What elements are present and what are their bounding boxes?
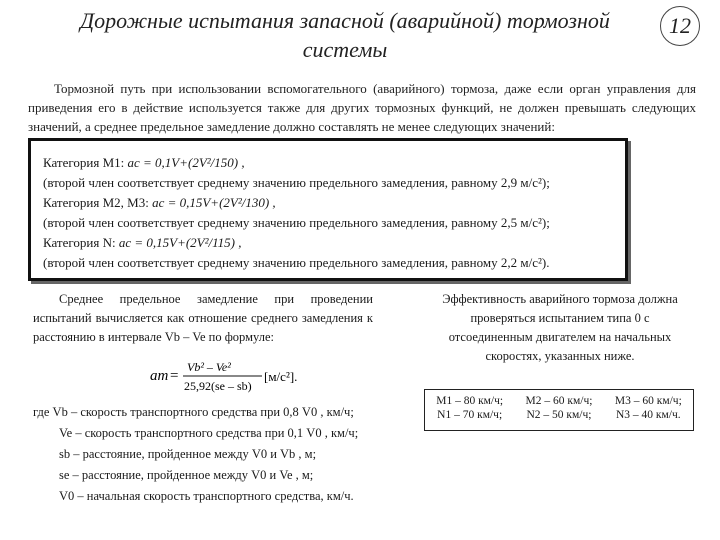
category-note: (второй член соответствует среднему значению предельного замедления, равному 2,9 м/с²); [43,175,550,190]
initial-speeds-box [424,389,694,431]
category-formulas-box [28,138,628,281]
deceleration-paragraph: Среднее предельное замедление при проведении испытаний вычисляется как отношение среднего замедления к расстоянию в интервале Vb – Ve по формуле: [33,292,373,344]
page-number-badge: 12 [660,6,700,46]
speed-cell: N3 – 40 км/ч. [616,409,681,421]
category-n-line [43,233,625,253]
page-title: Дорожные испытания запасной (аварийной) тормозной системы [80,8,610,62]
category-m2-m3-line [43,193,625,213]
variable-definitions [33,402,413,507]
formula-denominator: 25,92(se – sb) [184,379,252,393]
variable-sb: sb – расстояние, пройденное между V0 и Vb , м; [59,447,317,461]
deceleration-formula [150,354,300,398]
intro-text: Тормозной путь при использовании вспомогательного (аварийного) тормоза, даже если орган управления для приведения его в действие используется также для других тормозных функций, не должен превышать следующих значений, а среднее предельное замедление должно составлять не менее следующих значений: [28,81,696,134]
category-formula: aс = 0,15V+(2V²/130) , [152,195,276,210]
speed-cell: N2 – 50 км/ч; [526,409,592,421]
formula-unit: [м/с²]. [264,369,298,384]
category-formula: aс = 0,15V+(2V²/115) , [118,235,242,250]
category-label: Категория N: [43,235,116,250]
category-formula: aс = 0,1V+(2V²/150) , [127,155,245,170]
category-label: Категория M2, M3: [43,195,149,210]
category-m1-line [43,153,625,173]
category-label: Категория M1: [43,155,125,170]
variable-ve: Ve – скорость транспортного средства при 0,1 V0 , км/ч; [59,426,359,440]
table-row [425,408,693,422]
category-note: (второй член соответствует среднему значению предельного замедления, равному 2,5 м/с²); [43,215,550,230]
speed-cell: M3 – 60 км/ч; [614,395,682,407]
speed-cell: N1 – 70 км/ч; [437,409,503,421]
svg-text:=: = [170,368,179,384]
intro-paragraph [28,79,696,136]
variable-v0: V0 – начальная скорость транспортного средства, км/ч. [59,489,354,503]
efficiency-paragraph: Эффективность аварийного тормоза должна проверяться испытанием типа 0 с отсоединенным двигателем на начальных скоростях, указанных ниже. [442,292,678,363]
speed-cell: M2 – 60 км/ч; [525,395,593,407]
variable-vb: где Vb – скорость транспортного средства при 0,8 V0 , км/ч; [33,405,354,419]
formula-numerator: Vb² – Ve² [187,360,231,374]
table-row [425,394,693,408]
speeds-table [425,394,693,422]
formula-lhs: aт [150,368,169,384]
speed-cell: M1 – 80 км/ч; [436,395,504,407]
category-note: (второй член соответствует среднему значению предельного замедления, равному 2,2 м/с²). [43,255,550,270]
variable-se: se – расстояние, пройденное между V0 и Ve , м; [59,468,314,482]
